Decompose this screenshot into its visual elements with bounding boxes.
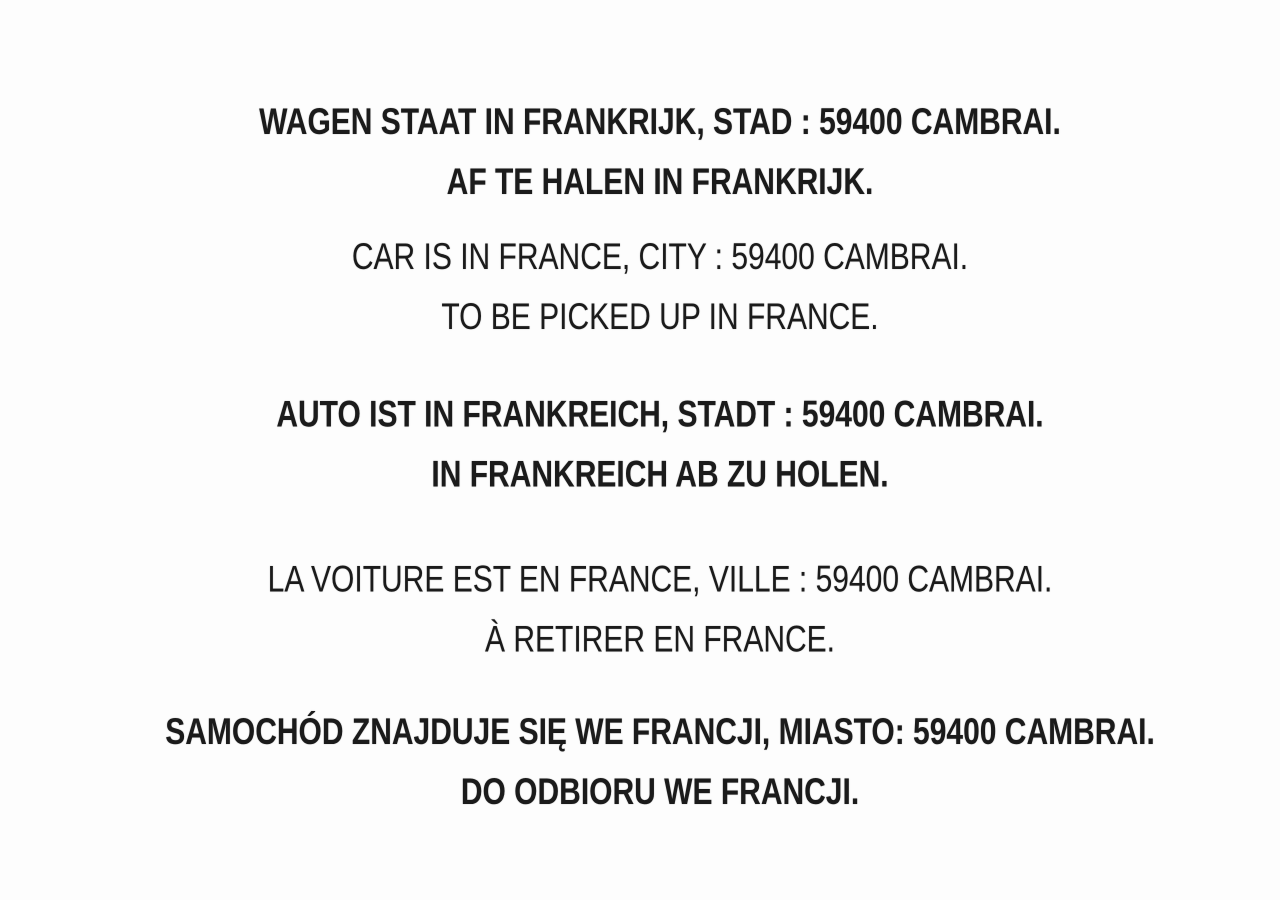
- notice-line-dutch-1: WAGEN STAAT IN FRANKRIJK, STAD : 59400 CAMBRAI.: [259, 101, 1061, 143]
- notice-pair-dutch: [40, 93, 1280, 213]
- notice-line-german-1: AUTO IST IN FRANKREICH, STADT : 59400 CAMBRAI.: [276, 393, 1044, 435]
- notice-line-french-2: À RETIRER EN FRANCE.: [484, 618, 836, 660]
- notice-line-polish-2: DO ODBIORU WE FRANCJI.: [460, 771, 860, 813]
- notice-line-dutch-2: AF TE HALEN IN FRANKRIJK.: [446, 161, 874, 203]
- notice-line-polish-1: SAMOCHÓD ZNAJDUJE SIĘ WE FRANCJI, MIASTO: 59400 CAMBRAI.: [165, 711, 1155, 753]
- notice-pair-french: [40, 550, 1280, 670]
- notice-pair-polish: [40, 703, 1280, 823]
- notice-pair-german: [40, 385, 1280, 505]
- notice-pair-english: [40, 228, 1280, 348]
- notice-line-english-2: TO BE PICKED UP IN FRANCE.: [441, 296, 879, 338]
- notice-line-german-2: IN FRANKREICH AB ZU HOLEN.: [431, 453, 889, 495]
- notice-line-english-1: CAR IS IN FRANCE, CITY : 59400 CAMBRAI.: [351, 236, 969, 278]
- notice-line-french-1: LA VOITURE EST EN FRANCE, VILLE : 59400 CAMBRAI.: [267, 558, 1053, 600]
